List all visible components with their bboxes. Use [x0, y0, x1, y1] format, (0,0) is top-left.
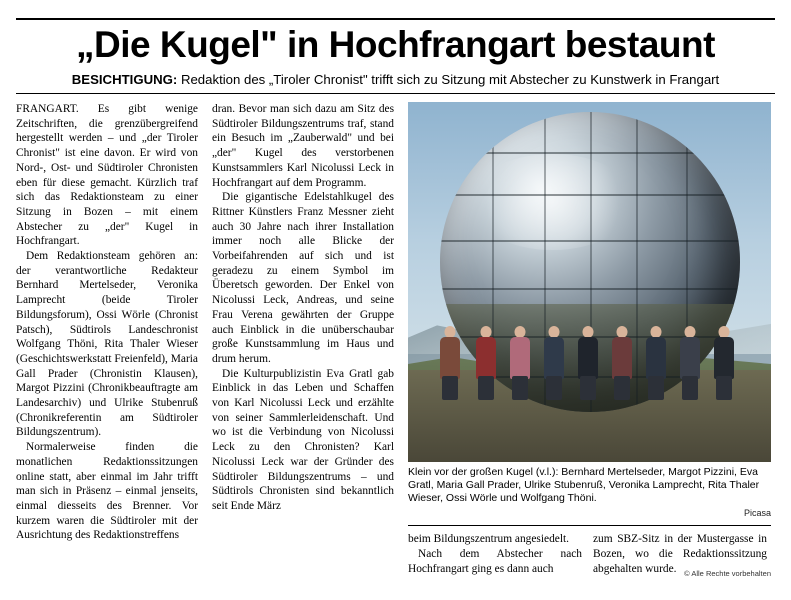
article-body	[16, 102, 775, 592]
paragraph: Normalerweise finden die monatlichen Redaktionssitzungen online statt, aber einmal im Jahr trifft man sich in Präsenz – einmal jenseits, einmal diesseits des Brenner. Vor kurzem waren die Südtiroler mit der Ausrichtung des Redaktionstreffens	[16, 441, 198, 542]
header-rule	[16, 93, 775, 94]
article-photo	[408, 102, 771, 462]
paragraph: Die Kulturpublizistin Eva Gratl gab Einblick in das Leben und Schaffen von Karl Nicolussi Leck und erzählte von seiner Sammlerleidenschaft. Und wo ist die Verbindung von Nicolussi Leck zu den Chronisten? Karl Nicolussi Leck war der Gründer des Südtiroler Bildungszentrums – und Südtirols Chronisten sind bekanntlich seit Ende März	[212, 367, 394, 512]
photo-credit: Picasa	[743, 507, 771, 518]
paragraph: zum SBZ-Sitz in der Mustergasse in Bozen, wo die Redaktionssitzung abgehalten wurde.	[593, 533, 767, 575]
top-rule	[16, 18, 775, 20]
copyright-notice: © Alle Rechte vorbehalten	[684, 568, 771, 578]
paragraph: Nach dem Abstecher nach Hochfrangart ging es dann auch	[408, 547, 582, 575]
paragraph: beim Bildungszentrum angesiedelt.	[408, 533, 570, 546]
photo-caption: Klein vor der großen Kugel (v.l.): Bernhard Mertelseder, Margot Pizzini, Eva Gratl, Maria Gall Prader, Ulrike Stubenruß, Veronika Lamprecht, Rita Thaler Wieser, Ossi Wörle und Wolfgang Thöni.	[408, 466, 760, 505]
paragraph: FRANGART. Es gibt wenige Zeitschriften, die grenzübergreifend hergestellt werden – und „der Tiroler Chronist" ist eine davon. Er wird von Nord-, Ost- und Südtiroler Chronisten eben für diese gemacht. Kürzlich traf sich das Redaktionsteam zu einer Sitzung in Bozen – mit einem Abstecher zu „der" Kugel in Hochfrangart.	[16, 103, 198, 248]
paragraph: dran. Bevor man sich dazu am Sitz des Südtiroler Bildungszentrums traf, stand ein Besuch im „Zauberwald" und bei „der" Kugel des verstorbenen Kunstsammlers Karl Nicolussi Leck in Hochfrangart auf dem Programm.	[212, 103, 394, 189]
photo-column-continuation	[408, 532, 771, 576]
subheadline-kicker: BESICHTIGUNG:	[71, 71, 178, 87]
text-column-2	[212, 102, 394, 514]
photo-column	[408, 102, 771, 576]
text-column-3	[408, 532, 582, 576]
caption-rule	[408, 525, 771, 526]
subheadline	[16, 72, 775, 87]
text-column-1	[16, 102, 198, 543]
paragraph: Dem Redaktionsteam gehören an: der verantwortliche Redakteur Bernhard Mertelseder, Veronika Lamprecht (beide Tiroler Bildungsforum), Ossi Wörle (Chronist Patsch), Südtirols Landeschronist Wolfgang Thöni, Rita Thaler Wieser (Geschichtswerkstatt Freienfeld), Maria Gall Prader (Chronistin Klausen), Margot Pizzini (Chronikbeauftragte am Landesarchiv) und Ulrike Stubenruß (Chronikreferentin am Südtiroler Bildungszentrum).	[16, 250, 198, 439]
photo-group-of-people	[430, 314, 750, 400]
sphere-highlight	[470, 154, 635, 250]
subheadline-text: Redaktion des „Tiroler Chronist" trifft sich zu Sitzung mit Abstecher zu Kunstwerk in Frangart	[177, 71, 720, 87]
paragraph: Die gigantische Edelstahlkugel des Rittner Künstlers Franz Messner zieht auch 30 Jahre nach ihrer Installation immer noch alle Blicke der Vorbeifahrenden auf sich und ist geradezu zu einem Symbol im Überetsch geworden. Der Enkel von Nicolussi Leck, Andreas, und seine Frau Verena gewährten der Gruppe auch Einblick in die unüberschaubar große Kunstsammlung im Haus und drum herum.	[212, 191, 394, 365]
page-title: „Die Kugel" in Hochfrangart bestaunt	[76, 24, 715, 65]
